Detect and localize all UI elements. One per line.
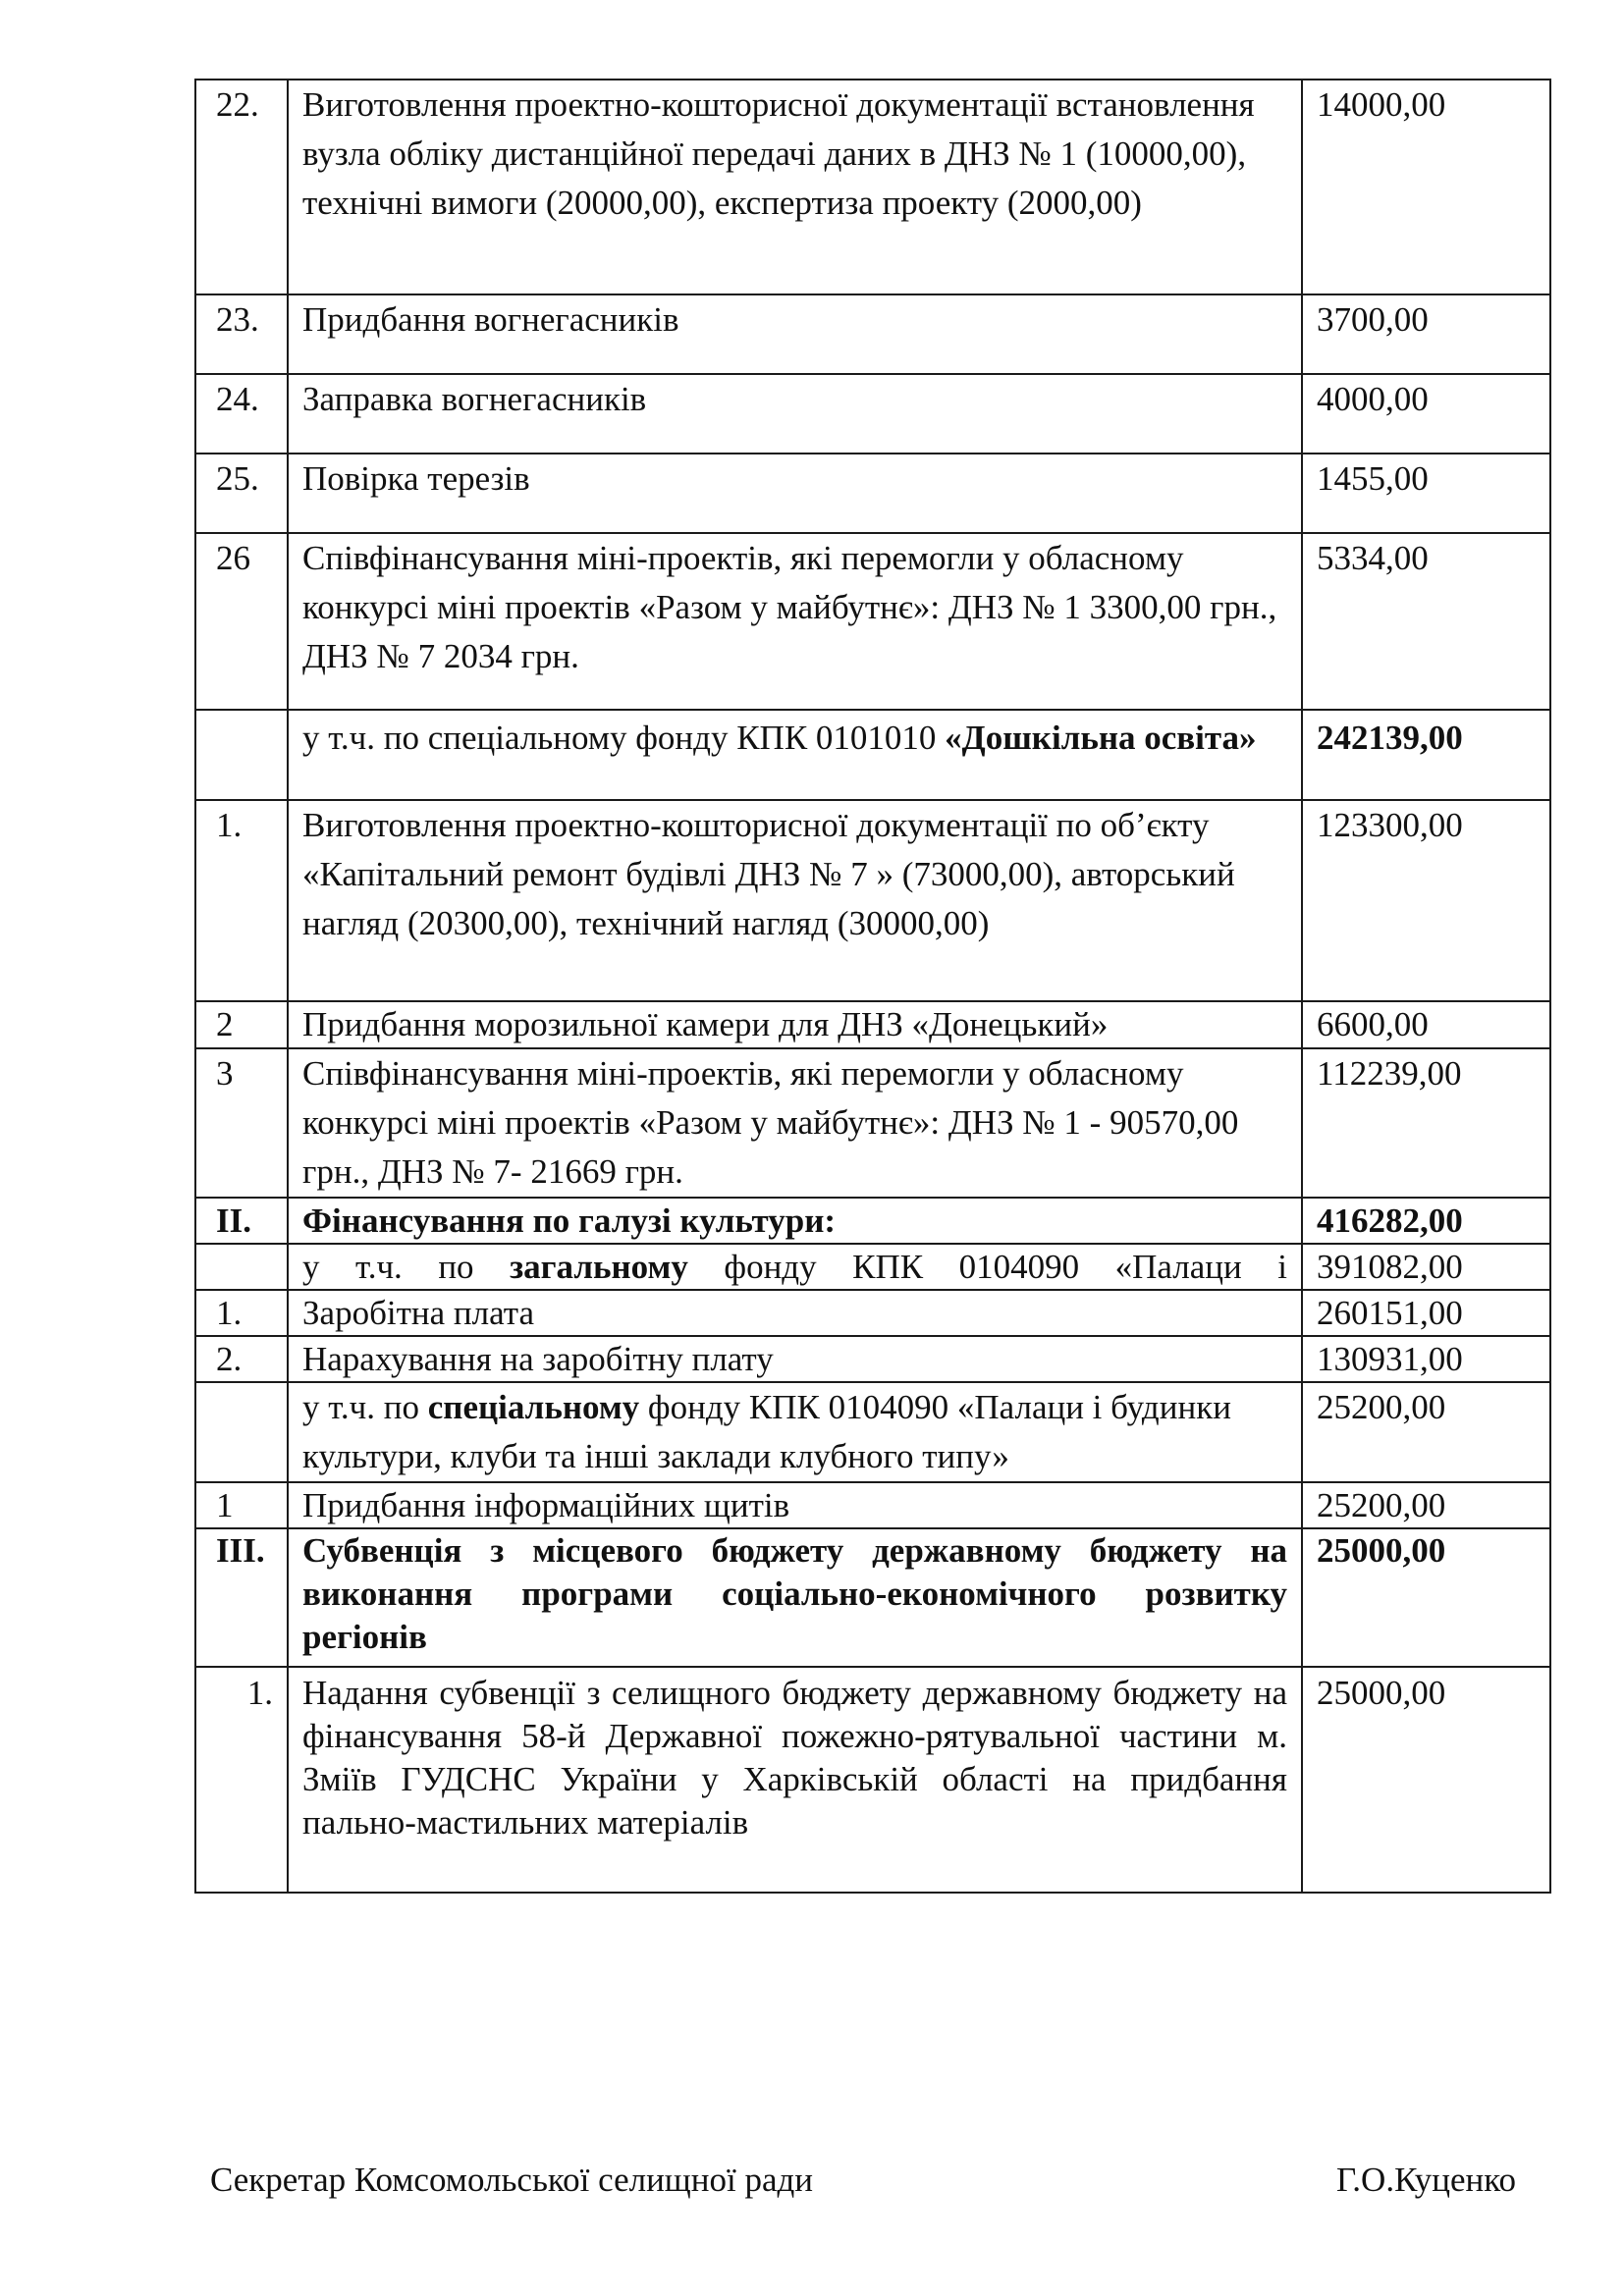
section-amount: 25000,00 (1302, 1528, 1550, 1667)
table-row (195, 1382, 1550, 1482)
row-description: Придбання морозильної камери для ДНЗ «Донецький» (288, 1001, 1302, 1048)
row-number: 1. (195, 1667, 288, 1893)
row-amount: 123300,00 (1302, 800, 1550, 1001)
row-number: 2. (195, 1336, 288, 1382)
row-number: 25. (195, 454, 288, 533)
fund-type-bold: спеціальному (427, 1388, 640, 1426)
row-description: Придбання інформаційних щитів (288, 1482, 1302, 1528)
row-amount: 391082,00 (1302, 1244, 1550, 1290)
description-text: фонду КПК 0104090 «Палаци і (687, 1248, 1287, 1286)
table-row (195, 454, 1550, 533)
row-description: Придбання вогнегасників (288, 294, 1302, 374)
row-number (195, 710, 288, 800)
table-row (195, 800, 1550, 1001)
row-number: 3 (195, 1048, 288, 1198)
section-number: III. (195, 1528, 288, 1667)
row-number: 24. (195, 374, 288, 454)
row-description: Співфінансування міні-проектів, які перемогли у обласному конкурсі міні проектів «Разом у майбутнє»: ДНЗ № 1 3300,00 грн., ДНЗ № 7 2034 грн. (288, 533, 1302, 710)
table-row (195, 374, 1550, 454)
row-description: Нарахування на заробітну плату (288, 1336, 1302, 1382)
description-text: фонду КПК 0104090 «Палаци і будинки культури, клуби та інші заклади клубного типу» (302, 1388, 1231, 1475)
row-amount: 130931,00 (1302, 1336, 1550, 1382)
row-number (195, 1244, 288, 1290)
row-number: 26 (195, 533, 288, 710)
table-row (195, 533, 1550, 710)
row-description: Заробітна плата (288, 1290, 1302, 1336)
row-number: 1. (195, 1290, 288, 1336)
table-row (195, 1290, 1550, 1336)
row-number: 23. (195, 294, 288, 374)
row-description: Заправка вогнегасників (288, 374, 1302, 454)
row-number: 2 (195, 1001, 288, 1048)
signature-block (210, 2158, 1516, 2203)
row-amount: 1455,00 (1302, 454, 1550, 533)
row-description (288, 710, 1302, 800)
row-number: 1. (195, 800, 288, 1001)
fund-name-bold: «Дошкільна освіта» (945, 719, 1257, 757)
section-title: Фінансування по галузі культури: (288, 1198, 1302, 1244)
table-row (195, 1667, 1550, 1893)
row-amount: 6600,00 (1302, 1001, 1550, 1048)
table-row (195, 1198, 1550, 1244)
row-number: 22. (195, 80, 288, 294)
signatory-name: Г.О.Куценко (1336, 2161, 1516, 2199)
row-amount: 3700,00 (1302, 294, 1550, 374)
table-row (195, 294, 1550, 374)
row-amount: 25200,00 (1302, 1382, 1550, 1482)
row-amount: 14000,00 (1302, 80, 1550, 294)
row-description (288, 1382, 1302, 1482)
row-amount: 25200,00 (1302, 1482, 1550, 1528)
fund-type-bold: загальному (510, 1248, 688, 1286)
row-amount: 260151,00 (1302, 1290, 1550, 1336)
row-number (195, 1382, 288, 1482)
section-amount: 416282,00 (1302, 1198, 1550, 1244)
table-row (195, 80, 1550, 294)
description-text: у т.ч. по спеціальному фонду КПК 0101010 (302, 719, 946, 757)
description-text: у т.ч. по (302, 1248, 511, 1286)
table-row (195, 1482, 1550, 1528)
row-description: Виготовлення проектно-кошторисної документації по об’єкту «Капітальний ремонт будівлі ДНЗ № 7 » (73000,00), авторський нагляд (20300,00), технічний нагляд (30000,00) (288, 800, 1302, 1001)
row-description: Надання субвенції з селищного бюджету державному бюджету на фінансування 58-й Державної пожежно-рятувальної частини м. Зміїв ГУДСНС України у Харківській області на придбання пально-мастильних матеріалів (288, 1667, 1302, 1893)
row-description: Співфінансування міні-проектів, які перемогли у обласному конкурсі міні проектів «Разом у майбутнє»: ДНЗ № 1 - 90570,00 грн., ДНЗ № 7- 21669 грн. (288, 1048, 1302, 1198)
row-description: Виготовлення проектно-кошторисної документації встановлення вузла обліку дистанційної передачі даних в ДНЗ № 1 (10000,00), технічні вимоги (20000,00), експертиза проекту (2000,00) (288, 80, 1302, 294)
budget-table (194, 79, 1551, 1894)
description-text: у т.ч. по (302, 1388, 428, 1426)
table-row (195, 1001, 1550, 1048)
row-amount: 112239,00 (1302, 1048, 1550, 1198)
table-row (195, 1244, 1550, 1290)
table-row (195, 1048, 1550, 1198)
row-amount: 242139,00 (1302, 710, 1550, 800)
row-description: Повірка терезів (288, 454, 1302, 533)
table-row (195, 1528, 1550, 1667)
row-amount: 4000,00 (1302, 374, 1550, 454)
table-row (195, 710, 1550, 800)
signatory-position: Секретар Комсомольської селищної ради (210, 2161, 814, 2199)
table-row (195, 1336, 1550, 1382)
row-amount: 5334,00 (1302, 533, 1550, 710)
row-amount: 25000,00 (1302, 1667, 1550, 1893)
row-number: 1 (195, 1482, 288, 1528)
section-title: Субвенція з місцевого бюджету державному бюджету на виконання програми соціально-економічного розвитку регіонів (288, 1528, 1302, 1667)
row-description (288, 1244, 1302, 1290)
section-number: II. (195, 1198, 288, 1244)
